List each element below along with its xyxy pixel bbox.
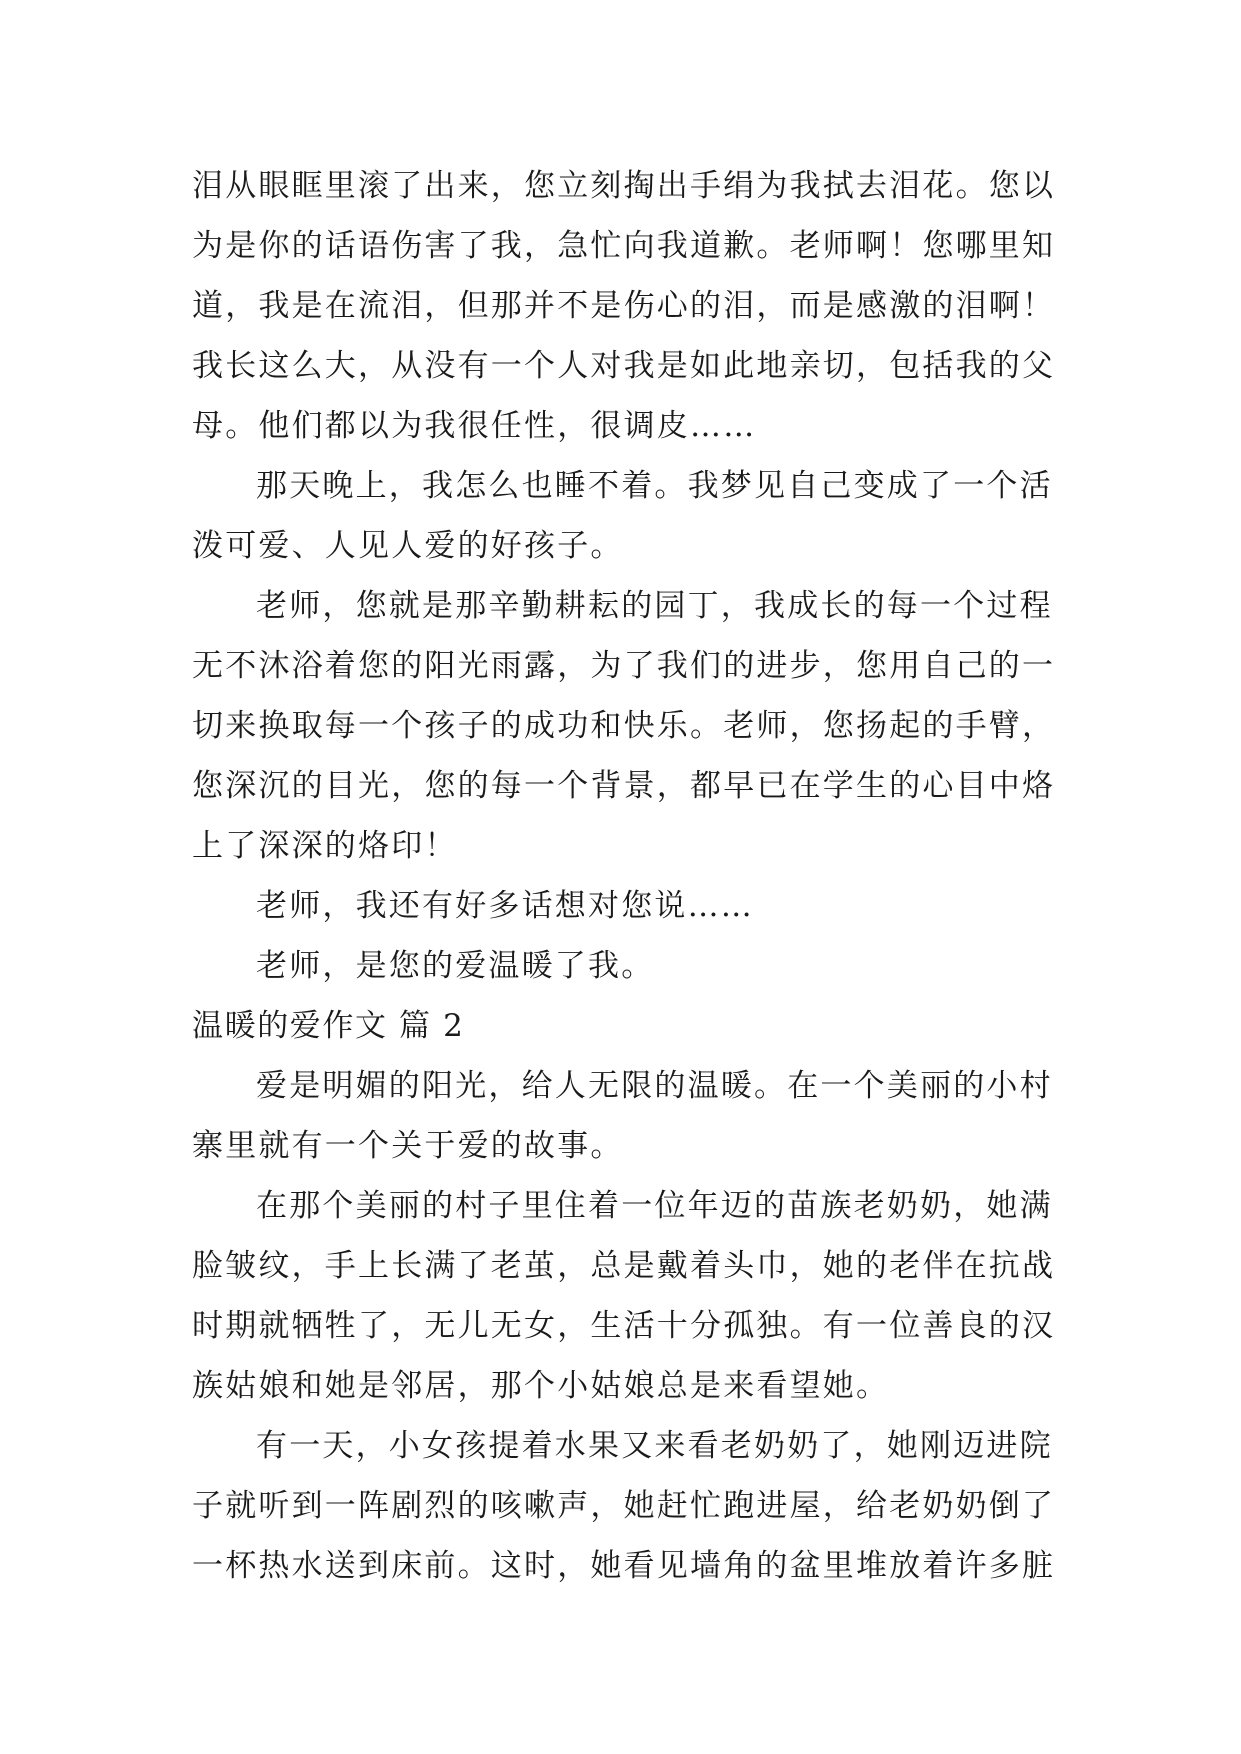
text-line: 为是你的话语伤害了我，急忙向我道歉。老师啊！您哪里知 bbox=[192, 228, 1056, 264]
paragraph-first-line: 老师，我还有好多话想对您说…… bbox=[256, 888, 754, 924]
paragraph-first-line: 爱是明媚的阳光，给人无限的温暖。在一个美丽的小村 bbox=[256, 1068, 1053, 1104]
text-line: 母。他们都以为我很任性，很调皮…… bbox=[192, 408, 757, 444]
section-heading: 温暖的爱作文 篇 2 bbox=[192, 1008, 465, 1044]
text-line: 道，我是在流泪，但那并不是伤心的泪，而是感激的泪啊！ bbox=[192, 288, 1056, 324]
text-line: 寨里就有一个关于爱的故事。 bbox=[192, 1128, 624, 1164]
text-line: 无不沐浴着您的阳光雨露，为了我们的进步，您用自己的一 bbox=[192, 648, 1056, 684]
paragraph-first-line: 那天晚上，我怎么也睡不着。我梦见自己变成了一个活 bbox=[256, 468, 1053, 504]
text-line: 脸皱纹，手上长满了老茧，总是戴着头巾，她的老伴在抗战 bbox=[192, 1248, 1056, 1284]
text-line: 泪从眼眶里滚了出来，您立刻掏出手绢为我拭去泪花。您以 bbox=[192, 168, 1056, 204]
text-line: 一杯热水送到床前。这时，她看见墙角的盆里堆放着许多脏 bbox=[192, 1548, 1056, 1584]
paragraph-first-line: 老师，是您的爱温暖了我。 bbox=[256, 948, 655, 984]
paragraph-first-line: 有一天，小女孩提着水果又来看老奶奶了，她刚迈进院 bbox=[256, 1428, 1053, 1464]
text-line: 我长这么大，从没有一个人对我是如此地亲切，包括我的父 bbox=[192, 348, 1056, 384]
text-line: 切来换取每一个孩子的成功和快乐。老师，您扬起的手臂， bbox=[192, 708, 1056, 744]
text-line: 子就听到一阵剧烈的咳嗽声，她赶忙跑进屋，给老奶奶倒了 bbox=[192, 1488, 1056, 1524]
text-line: 上了深深的烙印！ bbox=[192, 828, 458, 864]
paragraph-first-line: 老师，您就是那辛勤耕耘的园丁，我成长的每一个过程 bbox=[256, 588, 1053, 624]
text-line: 时期就牺牲了，无儿无女，生活十分孤独。有一位善良的汉 bbox=[192, 1308, 1056, 1344]
paragraph-first-line: 在那个美丽的村子里住着一位年迈的苗族老奶奶，她满 bbox=[256, 1188, 1053, 1224]
text-line: 族姑娘和她是邻居，那个小姑娘总是来看望她。 bbox=[192, 1368, 890, 1404]
text-line: 您深沉的目光，您的每一个背景，都早已在学生的心目中烙 bbox=[192, 768, 1056, 804]
text-line: 泼可爱、人见人爱的好孩子。 bbox=[192, 528, 624, 564]
document-page bbox=[192, 156, 1072, 1596]
